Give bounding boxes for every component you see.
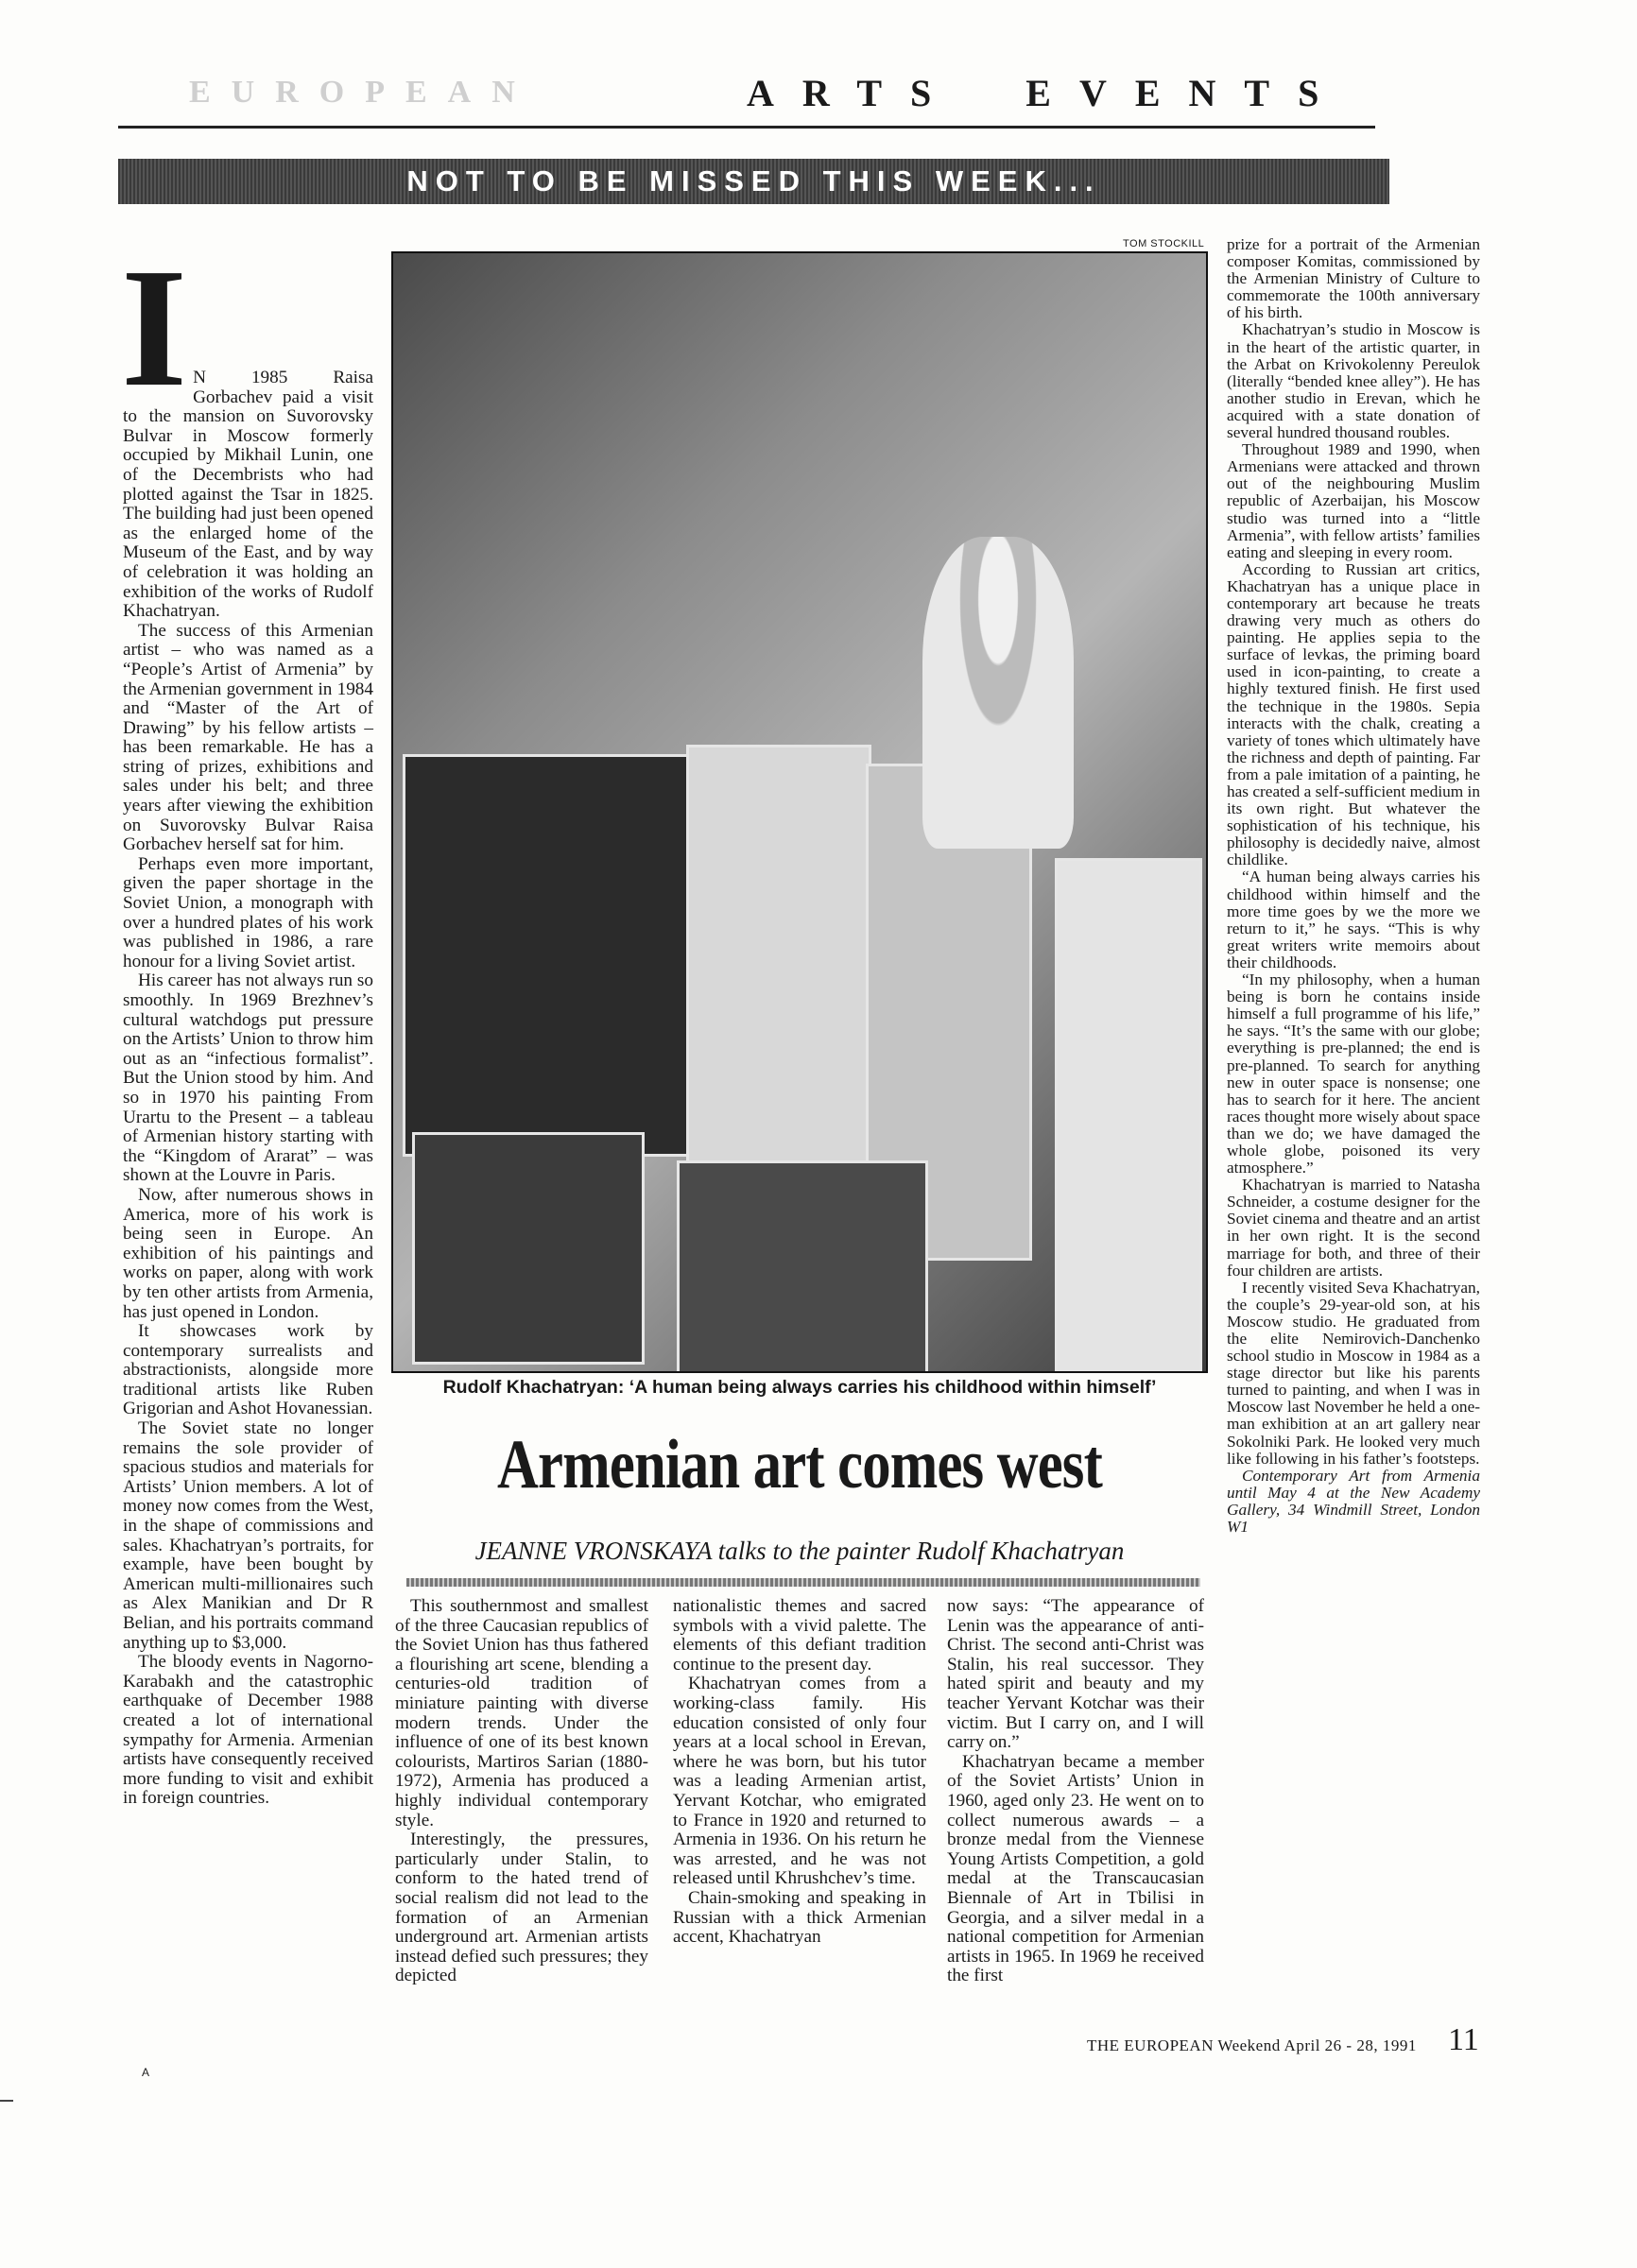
column-2 [395,1597,648,1986]
exhibition-note: Contemporary Art from Armenia until May 4 at the New Academy Gallery, 34 Windmill Street, London W1 [1227,1466,1480,1537]
canvas-landscape [677,1160,928,1373]
top-rule [118,126,1375,129]
col2-paragraph: Interestingly, the pressures, particularly under Stalin, to conform to the hated trend of social realism did not lead to the formation of an Armenian underground art. Armenian artists instead defied such pressures; they depicted [395,1830,648,1986]
photo-credit: TOM STOCKILL [1123,238,1205,249]
col2-paragraph: This southernmost and smallest of the three Caucasian republics of the Soviet Union has thus fathered a flourishing art scene, blending a centuries-old tradition of miniature painting with diverse modern trends. Under the influence of one of its best known colourists, Martiros Sarian (1880-1972), Armenia has produced a highly individual contemporary style. [395,1596,648,1830]
col1-paragraph: N 1985 Raisa Gorbachev paid a visit to the mansion on Suvorovsky Bulvar in Moscow formerly occupied by Mikhail Lunin, one of the Decembrists who had plotted against the Tsar in 1825. The building had just been opened as the enlarged home of the Museum of the East, and by way of celebration it was holding an exhibition of the works of Rudolf Khachatryan. [123,368,373,622]
col5-paragraph: Throughout 1989 and 1990, when Armenians were attacked and thrown out of the neighbouring Muslim republic of Azerbaijan, his Moscow studio was turned into a “little Armenia”, with fellow artists’ families eating and sleeping in every room. [1227,440,1480,561]
col1-paragraph: Perhaps even more important, given the paper shortage in the Soviet Union, a monograph with over a hundred plates of his work was published in 1986, a rare honour for a living Soviet artist. [123,853,373,971]
col3-paragraph: nationalistic themes and sacred symbols with a vivid palette. The elements of this defiant tradition continue to the present day. [673,1596,926,1675]
column-4 [947,1597,1204,1986]
col3-paragraph: Khachatryan comes from a working-class family. His education consisted of only four years at a local school in Erevan, where he was born, but his tutor was a leading Armenian artist, Yervant Kotchar, who emigrated to France in 1920 and returned to Armenia in 1936. On his return he was arrested, and he was not released until Khrushchev’s time. [673,1674,926,1889]
canvas-figure [403,754,692,1157]
col1-paragraph: The bloody events in Nagorno-Karabakh and the catastrophic earthquake of December 1988 created a lot of international sympathy for Armenia. Armenian artists have consequently received more funding to visit and exhibit in foreign countries. [123,1652,373,1809]
byline: JEANNE VRONSKAYA talks to the painter Rudolf Khachatryan [474,1537,1125,1565]
col5-paragraph: “In my philosophy, when a human being is born he contains inside himself a full programme of his life,” he says. “It’s the same with our globe; everything is pre-planned; the end is pre-planned. To search for anything new in outer space is nonsense; one has to search for it here. The ancient races thought more wisely about space than we do; we have damaged the whole globe, poisoned its very atmosphere.” [1227,971,1480,1177]
col1-paragraph: Now, after numerous shows in America, more of his work is being seen in Europe. An exhibition of his paintings and works on paper, along with work by ten other artists from Armenia, has just opened in London. [123,1184,373,1322]
section-masthead [189,71,1389,114]
canvas-right [1055,858,1202,1373]
headline: Armenian art comes west [496,1426,1103,1503]
edge-dash [0,2100,13,2102]
col5-paragraph: Khachatryan is married to Natasha Schneider, a costume designer for the Soviet cinema and theatre and an artist in her own right. It is the second marriage for both, and three of their four children are artists. [1227,1176,1480,1280]
col4-paragraph: now says: “The appearance of Lenin was the appearance of anti-Christ. The second anti-Christ was Stalin, his real successor. They hated spirit and beauty and my teacher Yervant Kotchar was their victim. But I carry on, and I will carry on.” [947,1596,1204,1753]
artist-figure [922,537,1074,849]
col5-paragraph: Khachatryan’s studio in Moscow is in the heart of the artistic quarter, in the Arbat on Krivokolenny Pereulok (literally “bended knee alley”). He has another studio in Erevan, which he acquired with a state donation of several hundred thousand roubles. [1227,320,1480,442]
banner-text: NOT TO BE MISSED THIS WEEK... [406,164,1101,198]
footer-publication: THE EUROPEAN Weekend April 26 - 28, 1991 [1087,2036,1417,2054]
column-5 [1227,236,1480,1536]
photo-artist-studio [391,251,1208,1373]
divider-hatch [406,1578,1200,1587]
col1-paragraph: The Soviet state no longer remains the sole provider of spacious studios and materials for Artists’ Union members. A lot of money now comes from the West, in the shape of commissions and sales. Khachatryan’s portraits, for example, have been bought by American multi-millionaires such as Alex Manikian and Dr R Belian, and his portraits command anything up to $3,000. [123,1418,373,1653]
drop-cap: I [121,233,188,421]
col3-paragraph: Chain-smoking and speaking in Russian with a thick Armenian accent, Khachatryan [673,1887,926,1948]
col1-paragraph: It showcases work by contemporary surrealists and abstractionists, alongside more traditional artists like Ruben Grigorian and Ashot Hovanessian. [123,1321,373,1419]
canvas-dark [412,1132,645,1365]
masthead-arts: ARTS [747,71,960,114]
col5-paragraph: prize for a portrait of the Armenian composer Komitas, commissioned by the Armenian Ministry of Culture to commemorate the 100th anniversary of his birth. [1227,235,1480,322]
col5-paragraph: I recently visited Seva Khachatryan, the couple’s 29-year-old son, at his Moscow studio. He graduated from the elite Nemirovich-Danchenko school studio in Moscow in 1984 as a stage director but like his parents turned to painting, and when I was in Moscow last November he held a one-man exhibition at an art gallery near Sokolniki Park. He looked very much like following in his father’s footsteps. [1227,1278,1480,1468]
corner-mark: A [142,2066,150,2079]
col1-paragraph: The success of this Armenian artist – who was named as a “People’s Artist of Armenia” by the Armenian government in 1984 and “Master of the Art of Drawing” by his fellow artists – has been remarkable. He has a string of prizes, exhibitions and sales under his belt; and three years after viewing the exhibition on Suvorovsky Bulvar Raisa Gorbachev herself sat for him. [123,620,373,855]
page-number: 11 [1448,2022,1479,2057]
col1-paragraph: His career has not always run so smoothly. In 1969 Brezhnev’s cultural watchdogs put pressure on the Artists’ Union to throw him out as an “infectious formalist”. But the Union stood by him. And so in 1970 his painting From Urartu to the Present – a tableau of Armenian history starting with the “Kingdom of Ararat” – was shown at the Louvre in Paris. [123,971,373,1186]
masthead-events: EVENTS [1025,71,1348,114]
col5-paragraph: “A human being always carries his childhood within himself and the more time goes by we the more we return to it,” he says. “This is why great writers write memoirs about their childhoods. [1227,868,1480,971]
banner [118,159,1389,204]
photo-caption: Rudolf Khachatryan: ‘A human being always carries his childhood within himself’ [442,1377,1157,1398]
col4-paragraph: Khachatryan became a member of the Soviet Artists’ Union in 1960, aged only 23. He went on to collect numerous awards – a bronze medal from the Viennese Young Artists Competition, a gold medal at the Transcaucasian Biennale of Art in Tbilisi in Georgia, and a silver medal in a national competition for Armenian artists in 1965. In 1969 he received the first [947,1751,1204,1986]
masthead-european: EUROPEAN [189,75,536,110]
column-1 [121,233,373,1809]
column-3 [673,1597,926,1948]
col5-paragraph: According to Russian art critics, Khachatryan has a unique place in contemporary art because he treats drawing very much as others do painting. He applies sepia to the surface of levkas, the priming board used in icon-painting, to create a highly textured finish. He first used the technique in the 1980s. Sepia interacts with the chalk, creating a variety of tones which ultimately have the richness and depth of painting. Far from a pale imitation of a painting, he has created a self-sufficient medium in its own right. But whatever the sophistication of his technique, his philosophy is decidedly naive, almost childlike. [1227,559,1480,869]
